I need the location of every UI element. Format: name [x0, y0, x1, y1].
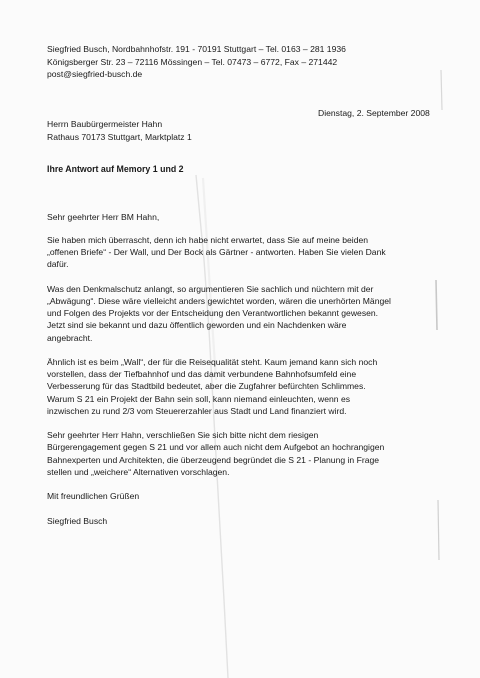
text-line: vorstellen, dass der Tiefbahnhof und das damit verbundene Bahnhofsumfeld eine [47, 369, 357, 380]
paragraph [47, 429, 437, 478]
paragraph [47, 356, 437, 417]
closing: Mit freundlichen Grüßen [47, 491, 140, 502]
signature-name: Siegfried Busch [47, 515, 108, 526]
text-line: Sie haben mich überrascht, denn ich habe nicht erwartet, dass Sie auf meine beiden [47, 235, 369, 245]
text-line: Bürgerengagement gegen S 21 und vor allem auch nicht dem Aufgebot an hochrangigen [47, 442, 385, 453]
text-line: Verbesserung für das Stadtbild bedeutet, aber die Zugfahrer befürchten Schlimmes. [47, 381, 366, 392]
paragraph [47, 283, 437, 344]
text-line: und Folgen des Projekts vor der Entscheidung den Verantwortlichen bekannt gewesen. [47, 308, 379, 319]
recipient-line: Rathaus 70173 Stuttgart, Marktplatz 1 [47, 131, 192, 142]
subject-line: Ihre Antwort auf Memory 1 und 2 [47, 164, 184, 174]
text-line: Warum S 21 ein Projekt der Bahn sein soll, kann niemand einleuchten, wenn es [47, 393, 351, 404]
text-line: Sehr geehrter Herr Hahn, verschließen Sie sich bitte nicht dem riesigen [47, 430, 319, 441]
sender-line: Siegfried Busch, Nordbahnhofstr. 191 - 70191 Stuttgart – Tel. 0163 – 281 1936 [47, 44, 346, 54]
text-line: inzwischen zu rund 2/3 vom Steuererzahler aus Stadt und Land finanziert wird. [47, 405, 347, 416]
text-line: Bahnexperten und Architekten, die überzeugend begründet die S 21 - Planung in Frage [47, 454, 380, 465]
text-line: „Abwägung“. Diese wäre vielleicht anders gewichtet worden, wären die unerhörten Mängel [47, 296, 391, 306]
recipient-line: Herrn Baubürgermeister Hahn [47, 119, 163, 129]
text-line: „offenen Briefe“ - Der Wall, und Der Bock als Gärtner - antworten. Haben Sie vielen Dank [47, 247, 386, 258]
sender-line: Königsberger Str. 23 – 72116 Mössingen – Tel. 07473 – 6772, Fax – 271442 [47, 56, 338, 67]
sender-address [47, 43, 346, 81]
text-line: Was den Denkmalschutz anlangt, so argumentieren Sie sachlich und nüchtern mit der [47, 283, 374, 294]
text-line: Ähnlich ist es beim „Wall“, der für die Reisequalität steht. Kaum jemand kann sich noch [47, 357, 378, 367]
text-line: Jetzt sind sie bekannt und dazu öffentlich geworden und ein Nachdenken wäre [47, 320, 347, 331]
letter-date: Dienstag, 2. September 2008 [318, 108, 430, 118]
text-line: dafür. [47, 259, 69, 270]
letter-body [47, 211, 437, 539]
sender-email: post@siegfried-busch.de [47, 69, 143, 80]
recipient-address [47, 118, 192, 143]
paragraph [47, 234, 437, 271]
text-line: stellen und „weichere“ Alternativen vorschlagen. [47, 466, 230, 477]
salutation: Sehr geehrter Herr BM Hahn, [47, 212, 160, 222]
text-line: angebracht. [47, 332, 93, 343]
